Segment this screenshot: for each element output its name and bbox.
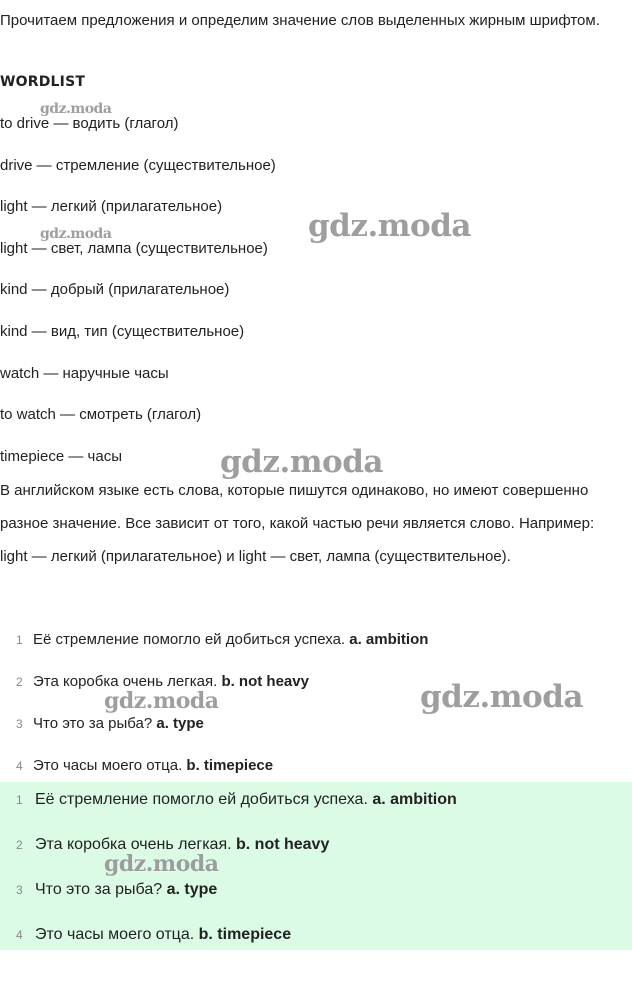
item-number: 3: [16, 883, 23, 897]
sentence: Эта коробка очень легкая.: [33, 673, 222, 690]
word-item: kind — добрый (прилагательное): [0, 281, 230, 299]
watermark: gdz.moda: [308, 208, 471, 244]
sentence: Что это за рыба?: [33, 715, 157, 732]
item-number: 1: [16, 633, 23, 647]
item-number: 3: [16, 717, 23, 731]
answer: b. not heavy: [236, 836, 330, 853]
wordlist-heading: WORDLIST: [0, 74, 86, 90]
sentence: Эта коробка очень легкая.: [35, 836, 236, 853]
answer: b. not heavy: [221, 673, 309, 690]
answer-item: [0, 917, 457, 962]
answer-item: [0, 827, 457, 872]
watermark: gdz.moda: [420, 679, 583, 715]
word-item: kind — вид, тип (существительное): [0, 322, 245, 340]
sentence: Это часы моего отца.: [33, 757, 187, 774]
item-number: 2: [16, 675, 23, 689]
watermark: gdz.moda: [220, 444, 383, 480]
answer-item: [0, 622, 428, 664]
watermark: gdz.moda: [40, 101, 112, 117]
word-list: [0, 106, 276, 480]
word-item: watch — наручные часы: [0, 364, 169, 382]
answer: a. ambition: [349, 631, 429, 648]
intro-text: Прочитаем предложения и определим значение слов выделенных жирным шрифтом.: [0, 12, 600, 29]
answer-item: [0, 782, 457, 827]
answer-item: [0, 872, 457, 917]
answer: a. type: [166, 881, 218, 898]
answer-list-highlighted: [0, 782, 457, 962]
answer: b. timepiece: [186, 757, 274, 774]
answer: a. type: [156, 715, 204, 732]
word-item: light — свет, лампа (существительное): [0, 239, 268, 257]
item-number: 1: [16, 793, 23, 807]
word-item: to watch — смотреть (глагол): [0, 406, 202, 424]
word-item: drive — стремление (существительное): [0, 156, 276, 174]
answer: b. timepiece: [198, 926, 292, 943]
sentence: Это часы моего отца.: [35, 926, 199, 943]
item-number: 2: [16, 838, 23, 852]
watermark: gdz.moda: [104, 851, 219, 877]
sentence: Её стремление помогло ей добиться успеха.: [33, 631, 350, 648]
word-item: light — легкий (прилагательное): [0, 198, 223, 216]
watermark: gdz.moda: [104, 688, 219, 714]
answer: a. ambition: [372, 791, 457, 808]
explanation-text: В английском языке есть слова, которые пишутся одинаково, но имеют совершенно разное значение. Все зависит от того, какой частью речи является слово. Например: light — легкий (прилагательное) и light — свет, лампа (существительное).: [0, 482, 595, 565]
sentence: Её стремление помогло ей добиться успеха.: [35, 791, 373, 808]
word-item: timepiece — часы: [0, 447, 122, 465]
watermark: gdz.moda: [40, 226, 112, 242]
item-number: 4: [16, 928, 23, 942]
highlighted-answer-block: [0, 782, 632, 950]
item-number: 4: [16, 759, 23, 773]
sentence: Что это за рыба?: [35, 881, 167, 898]
word-item: to drive — водить (глагол): [0, 115, 179, 132]
